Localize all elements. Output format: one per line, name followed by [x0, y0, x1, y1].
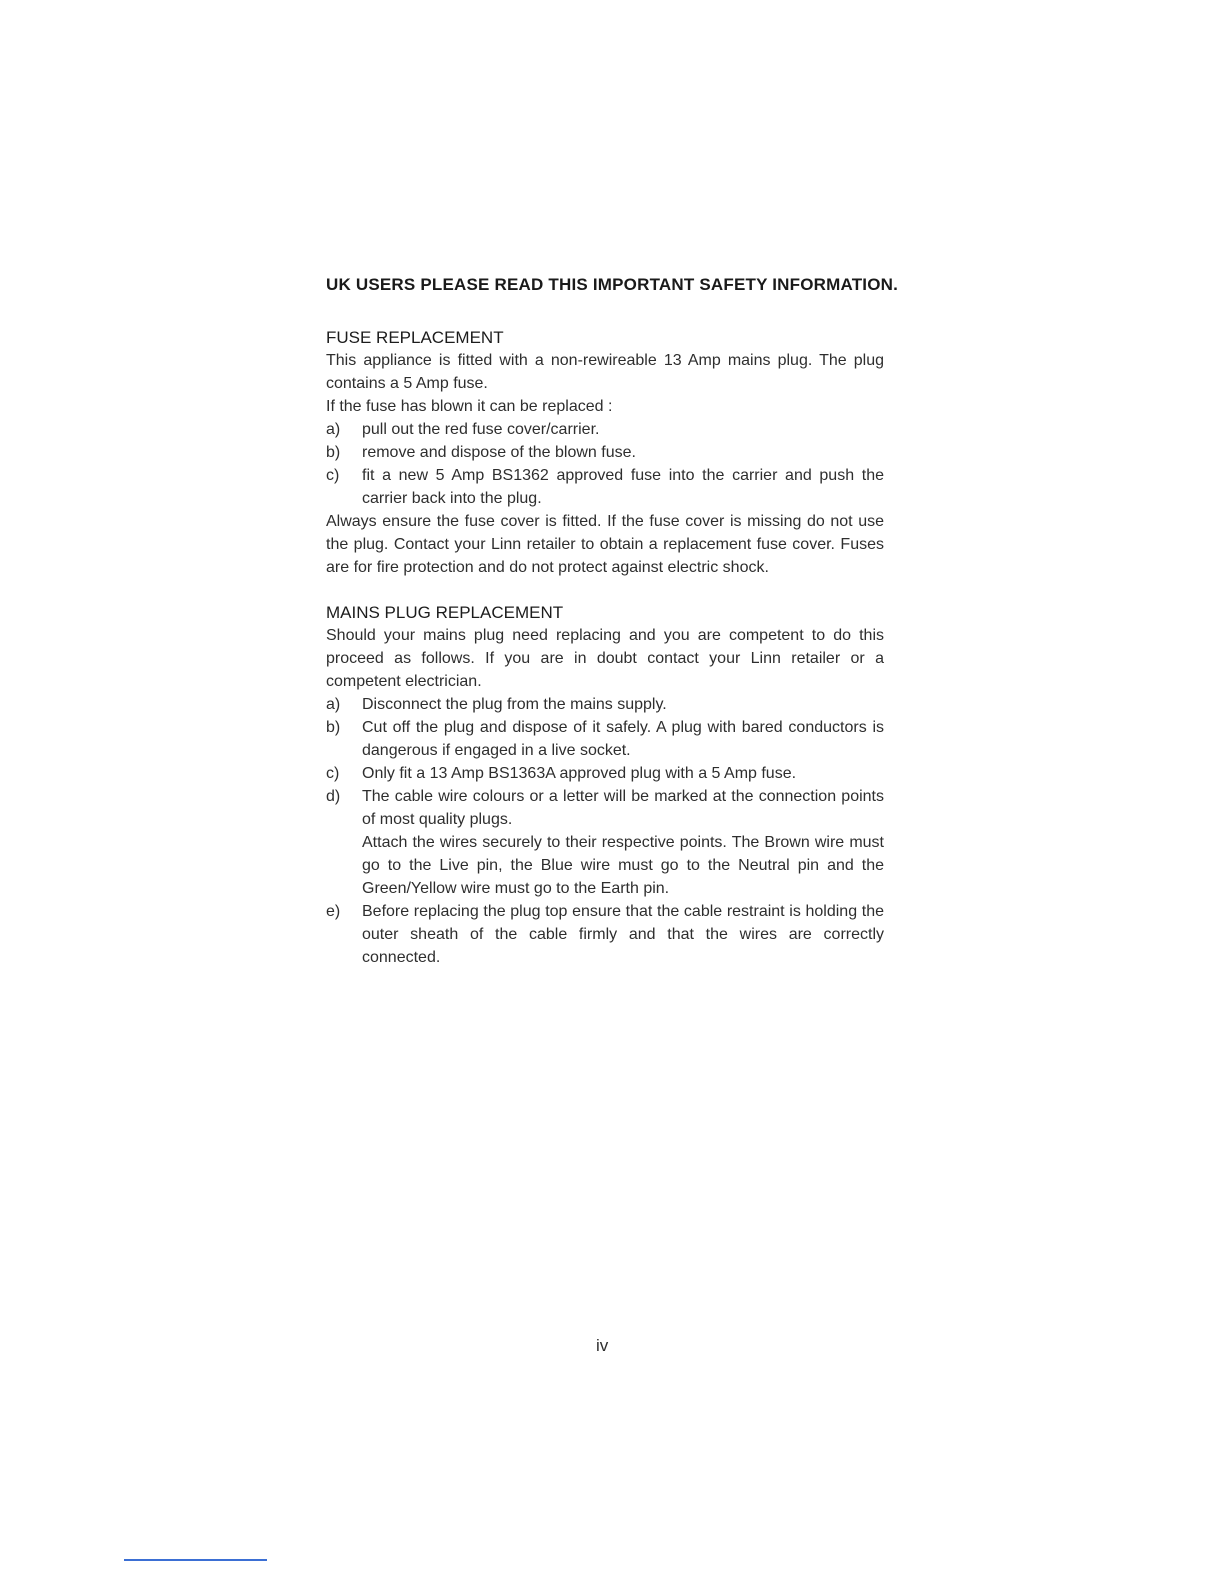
list-item [326, 762, 884, 785]
list-item [326, 785, 884, 900]
document-body [326, 274, 899, 991]
list-marker: c) [326, 765, 340, 782]
list-marker: a) [326, 421, 341, 438]
mains-plug-section [326, 601, 884, 969]
list-text: fit a new 5 Amp BS1362 approved fuse into the carrier and push the carrier back into the plug. [362, 467, 884, 507]
list-marker: b) [326, 444, 341, 461]
fuse-intro-line: If the fuse has blown it can be replaced : [326, 398, 613, 415]
list-item [326, 900, 884, 969]
list-marker: c) [326, 467, 340, 484]
list-marker: a) [326, 696, 341, 713]
fuse-replacement-heading: FUSE REPLACEMENT [326, 328, 504, 347]
list-text: Cut off the plug and dispose of it safely. A plug with bared conductors is dangerous if engaged in a live socket. [362, 719, 884, 759]
list-text: pull out the red fuse cover/carrier. [362, 421, 600, 438]
list-text-continued: Attach the wires securely to their respective points. The Brown wire must go to the Live pin, the Blue wire must go to the Neutral pin and the Green/Yellow wire must go to the Earth pin. [362, 834, 884, 897]
list-text: Only fit a 13 Amp BS1363A approved plug with a 5 Amp fuse. [362, 765, 797, 782]
list-text: Before replacing the plug top ensure that the cable restraint is holding the outer sheath of the cable firmly and that the wires are correctly connected. [362, 903, 884, 966]
list-item [326, 464, 884, 510]
mains-intro-paragraph: Should your mains plug need replacing and you are competent to do this proceed as follows. If you are in doubt contact your Linn retailer or a competent electrician. [326, 627, 884, 690]
fuse-closing-paragraph: Always ensure the fuse cover is fitted. If the fuse cover is missing do not use the plug. Contact your Linn retailer to obtain a replacement fuse cover. Fuses are for fire protection and do not protect against electric shock. [326, 513, 884, 576]
list-marker: e) [326, 903, 341, 920]
list-text: The cable wire colours or a letter will be marked at the connection points of most quality plugs. [362, 788, 884, 828]
list-text: Disconnect the plug from the mains supply. [362, 696, 667, 713]
list-item [326, 418, 884, 441]
list-text: remove and dispose of the blown fuse. [362, 444, 636, 461]
list-item [326, 716, 884, 762]
page-number: iv [596, 1336, 609, 1355]
page-title: UK USERS PLEASE READ THIS IMPORTANT SAFETY INFORMATION. [326, 275, 899, 294]
list-marker: b) [326, 719, 341, 736]
footer-rule [124, 1559, 267, 1561]
list-marker: d) [326, 788, 341, 805]
list-item [326, 693, 884, 716]
list-item [326, 441, 884, 464]
fuse-intro-paragraph: This appliance is fitted with a non-rewireable 13 Amp mains plug. The plug contains a 5 Amp fuse. [326, 352, 884, 392]
mains-plug-heading: MAINS PLUG REPLACEMENT [326, 603, 564, 622]
fuse-replacement-section [326, 326, 884, 579]
